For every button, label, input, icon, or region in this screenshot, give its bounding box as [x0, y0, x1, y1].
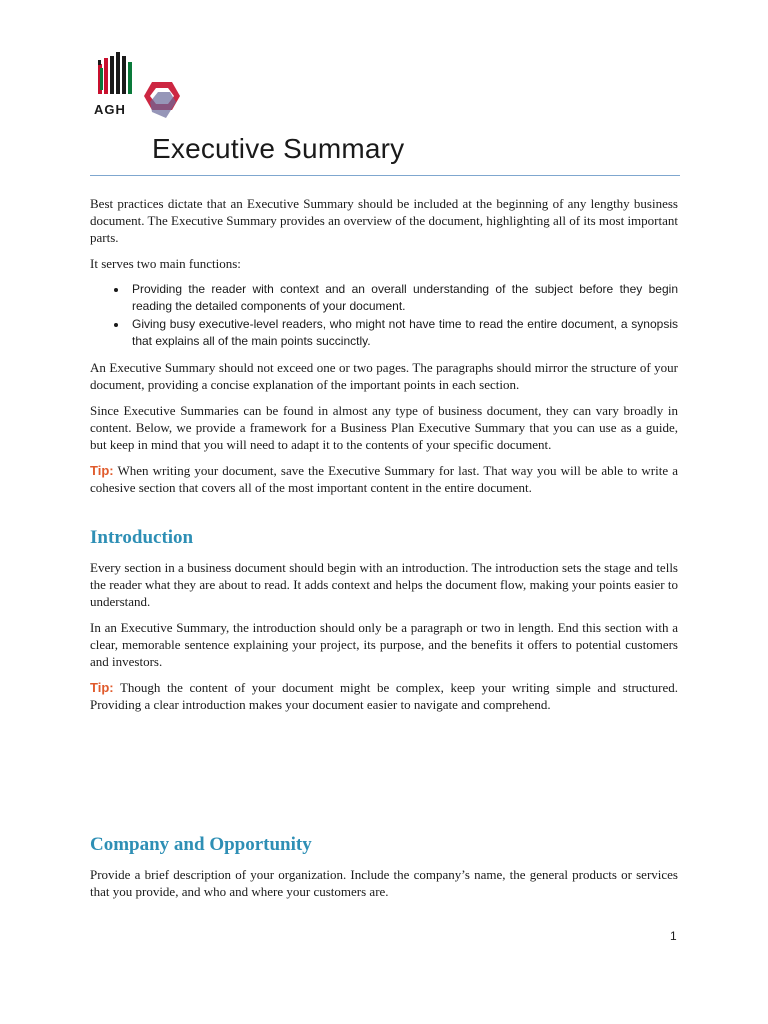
- tip-text: When writing your document, save the Executive Summary for last. That way you will be able to write a cohesive section that covers all of the most important content in the entire document.: [90, 463, 679, 495]
- page-title: Executive Summary: [152, 133, 405, 164]
- list-item: • Giving busy executive-level readers, who might not have time to read the entire document, a synopsis that explains all of the main points succinctly.: [128, 316, 678, 350]
- tip-paragraph: [90, 462, 678, 496]
- document-body: [90, 195, 678, 909]
- paragraph: Provide a brief description of your organization. Include the company’s name, the general products or services that you provide, and who and where your customers are.: [90, 867, 678, 899]
- logos: [92, 50, 192, 126]
- tip-label: Tip:: [90, 463, 114, 478]
- paragraph: Since Executive Summaries can be found in almost any type of business document, they can vary broadly in content. Below, we provide a framework for a Business Plan Executive Summary that you can use as a guide, but keep in mind that you will need to adapt it to the contents of your specific document.: [90, 403, 678, 452]
- page-number: 1: [670, 929, 677, 943]
- paragraph: Best practices dictate that an Executive Summary should be included at the beginning of any lengthy business document. The Executive Summary provides an overview of the document, highlighting all of its most important parts.: [90, 196, 678, 245]
- paragraph: Every section in a business document should begin with an introduction. The introduction sets the stage and tells the reader what they are about to read. It adds context and helps the document flow, making your points easier to understand.: [90, 560, 678, 609]
- section-heading-company: Company and Opportunity: [90, 834, 312, 855]
- tip-text: Though the content of your document might be complex, keep your writing simple and structured. Providing a clear introduction makes your document easier to navigate and comprehend.: [90, 680, 679, 712]
- list-item: • Providing the reader with context and an overall understanding of the subject before they begin reading the detailed components of your document.: [128, 281, 678, 315]
- tip-paragraph: [90, 679, 678, 713]
- title-divider: [90, 175, 680, 176]
- section-heading-introduction: Introduction: [90, 527, 194, 548]
- bullet-list: [90, 281, 678, 350]
- tip-label: Tip:: [90, 680, 114, 695]
- logo-text: AGH: [94, 102, 126, 117]
- paragraph: It serves two main functions:: [90, 256, 241, 271]
- paragraph: In an Executive Summary, the introduction should only be a paragraph or two in length. End this section with a clear, memorable sentence explaining your project, its purpose, and the benefits it offers to potential customers and investors.: [90, 620, 678, 669]
- paragraph: An Executive Summary should not exceed one or two pages. The paragraphs should mirror the structure of your document, providing a concise explanation of the important points in each section.: [90, 360, 678, 392]
